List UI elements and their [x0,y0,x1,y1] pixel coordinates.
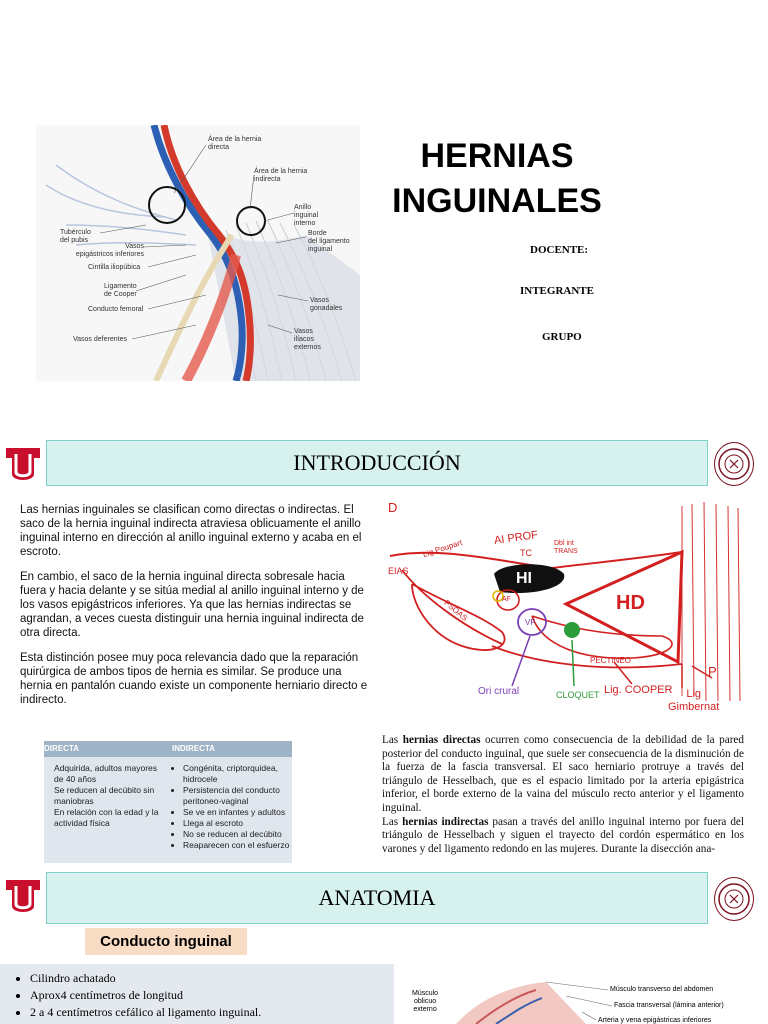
table-head-indirecta: INDIRECTA [172,744,215,753]
drawing-label-cloquet: CLOQUET [556,690,600,700]
intro-text [20,503,372,718]
label-area-directa: Área de la hernia directa [208,136,262,151]
label-vasos-deferentes: Vasos deferentes [73,336,127,343]
textbook-paragraph-1: Las hernias directas ocurren como consecuencia de la debilidad de la pared posterior del conducto inguinal, que suele ser consecuencia de la disminución de la fuerza de la fascia transversal. El saco herniario protruye a través del triángulo de Hesselbach, que es el espacio limitado por la arteria epigástrica inferior, el borde externo de la vaina del músculo recto anterior y el ligamento inguinal. [382,734,744,814]
table-cell: • Llega al escroto [183,818,290,829]
table-cell: Adquirida, adultos mayores de 40 años [54,763,158,784]
label-vasos-iliacos: Vasos ilíacos externos [294,328,321,351]
hernia-hand-drawing [382,496,746,724]
table-cell: • Persistencia del conducto peritoneo-vaginal [183,785,290,807]
textbook-paragraph-2: Las hernias indirectas pasan a través del anillo inguinal interno por fuera del triángulo de Hesselbach y siguen el trayecto del cordón espermático en los varones y del ligamento redondo en las mujeres. Durante la disección ana- [382,815,744,855]
label-vasos-epigastricos: Vasos epigástricos inferiores [75,243,144,258]
drawing-label-hi: HI [516,570,532,587]
table-head-directa: DIRECTA [44,744,79,753]
label-arteria: Arteria y vena epigástricas inferiores [598,1017,712,1024]
table-cell: • Se ve en infantes y adultos [183,807,290,818]
textbook-excerpt [382,734,744,856]
drawing-label-pectineo: PECTINEO [590,656,631,665]
table-cell: • Reaparecen con el esfuerzo [183,840,290,851]
label-musculo-oblicuo: Músculo oblicuo externo [412,990,439,1013]
integrante-label: INTEGRANTE [520,285,594,297]
drawing-label-eias: EIAS [388,566,409,576]
label-borde-ligamento: Borde del ligamento inguinal [308,230,350,253]
drawing-label-ori-crural: Ori crural [478,686,520,697]
label-anillo-inguinal: Anillo inguinal interno [294,204,319,227]
conducto-inguinal-label: Conducto inguinal [85,928,247,955]
drawing-label-dbl-int: Dbl int TRANS [554,540,578,555]
drawing-label-tc: TC [520,548,532,558]
drawing-label-af: AF [502,596,511,603]
list-item: • Aprox4 centímetros de longitud [30,987,394,1004]
university-logo-icon [4,876,42,921]
comparison-table [44,741,292,863]
label-conducto-femoral: Conducto femoral [88,306,144,313]
inguinal-anatomy-figure [36,125,360,381]
list-item: • 2 a 4 centímetros cefálico al ligamento inguinal. [30,1004,394,1021]
university-seal-icon [714,877,754,921]
table-cell: Se reducen al decúbito sin maniobras [54,785,155,806]
university-logo-icon [4,444,42,489]
label-tuberculo-pubis: Tubérculo del pubis [60,229,91,244]
main-title: HERNIAS INGUINALES [392,137,602,220]
docente-label: DOCENTE: [530,244,589,256]
drawing-label-psoas: PSOAS [442,598,470,623]
drawing-label-d: D [388,500,398,515]
anatomia-header-bar: ANATOMIA [46,872,708,924]
inguinal-canal-figure [386,972,768,1024]
list-item: • Cilindro achatado [30,970,394,987]
drawing-label-hd: HD [616,592,645,614]
drawing-label-lig-cooper: Lig. COOPER [604,684,673,696]
label-vasos-gonadales: Vasos gonadales [310,297,343,312]
table-col-indirecta [172,763,290,851]
drawing-label-lig-gimbernat: Lig Gimbernat [668,688,720,713]
table-col-directa [54,763,166,829]
drawing-label-lig-poupart: Lig Poupart [421,537,464,560]
table-cell: • Congénita, criptorquidea, hidrocele [183,763,290,785]
table-cell: • No se reducen al decúbito [183,829,290,840]
label-fascia: Fascia transversal (lámina anterior) [614,1002,724,1009]
intro-paragraph-2: En cambio, el saco de la hernia inguinal directa sobresale hacia fuera y hacia delante y se sitúa medial al anillo inguinal interno y de los vasos epigástricos inferiores. Ya que las hernias indirectas se agrandan, a veces cuesta distinguir una hernia inguinal indirecta de otra directa. [20,571,364,639]
label-area-indirecta: Área de la hernia indirecta [254,168,308,183]
label-ligamento-cooper: Ligamento de Cooper [104,283,137,298]
drawing-label-p: P [708,664,717,679]
intro-header-bar: INTRODUCCIÓN [46,440,708,486]
university-seal-icon [714,442,754,486]
intro-paragraph-3: Esta distinción posee muy poca relevancia dado que la reparación quirúrgica de ambos tipos de hernia es similar. Se produce una hernia en pantalón cuando existe un componente herniario directo e indirecto. [20,652,368,706]
anatomy-bullet-list [0,964,394,1024]
table-cell: En relación con la edad y la actividad física [54,807,159,828]
drawing-label-ai-prof: AI PROF [493,528,539,548]
table-header [44,741,292,757]
intro-paragraph-1: Las hernias inguinales se clasifican como directas o indirectas. El saco de la hernia inguinal indirecta atraviesa oblicuamente el anillo inguinal interno en dirección al anillo inguinal externo y acaba en el escroto. [20,504,362,558]
label-cintilla: Cintilla iliopúbica [88,264,141,271]
label-transverso: Músculo transverso del abdomen [610,986,714,993]
grupo-label: GRUPO [542,331,582,343]
drawing-label-vf: VF [525,618,536,627]
